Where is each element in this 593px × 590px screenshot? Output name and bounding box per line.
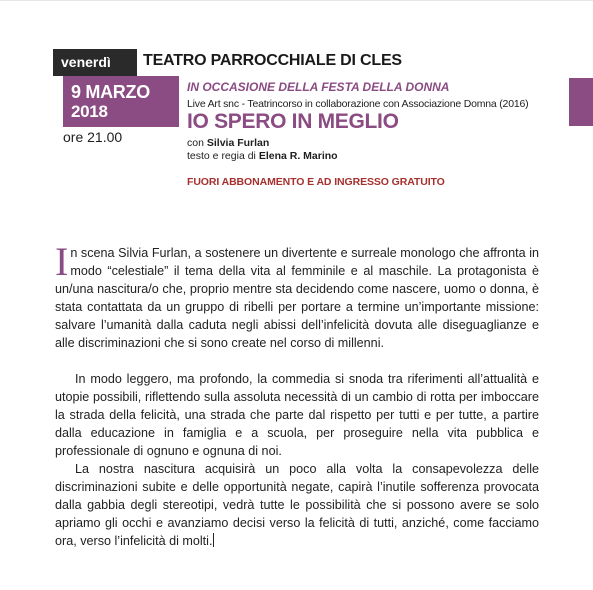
show-title: IO SPERO IN MEGLIO (187, 110, 399, 133)
date-box (63, 76, 179, 127)
side-accent-tab (569, 78, 593, 126)
venue-heading: TEATRO PARROCCHIALE DI CLES (143, 52, 402, 69)
cast-credit-name: Silvia Furlan (206, 137, 270, 149)
company-line: Live Art snc - Teatrincorso in collaborazione con Associazione Domna (2016) (187, 98, 529, 110)
date-year: 2018 (71, 102, 108, 121)
paragraph-1-text: n scena Silvia Furlan, a sostenere un divertente e surreale monologo che affronta in modo “celestiale” il tema della vita al femminile e al maschile. La protagonista è un/una nascitura/o che, proprio mentre sta decidendo come nascere, uomo o donna, è stata contattata da un gruppo di ribelli per portare a termine un’importante missione: salvare l’umanità dalla caduta negli abissi dell’infelicità dovuta alle diseguaglianze e alle discriminazioni che si sono create nel corso di millenni. (55, 246, 539, 350)
director-credit-prefix: testo e regia di (187, 150, 256, 162)
drop-cap: I (55, 239, 69, 284)
director-credit (187, 150, 338, 162)
paragraph-3-text: La nostra nascitura acquisirà un poco alla volta la consapevolezza delle discriminazioni subite e delle opportunità negate, capirà l’inutile sofferenza provocata dalla gabbia degli stereotipi, vedrà tutte le possibilità che si possono avere se solo apriamo gli occhi e avanziamo decisi verso la felicità di tutti, anziché, come facciamo ora, verso l’infelicità di molti. (55, 462, 539, 548)
article-paragraph: In modo leggero, ma profondo, la commedia si snoda tra riferimenti all’attualità e utopie possibili, riflettendo sulla assoluta necessità di un cambio di rotta per imboccare la strada della felicità, una strada che parte dal rispetto per tutti e per tutte, a partire dalla educazione in famiglia e a scuola, per proseguire nella vita pubblica e professionale di ognuno e ognuna di noi. (55, 372, 539, 458)
date-day-month: 9 MARZO (71, 82, 150, 102)
article-paragraph (55, 239, 539, 352)
article-paragraph (55, 460, 539, 550)
text-cursor (213, 533, 214, 547)
cast-credit (187, 137, 269, 149)
day-label: venerdì (53, 49, 137, 76)
show-time: ore 21.00 (63, 129, 123, 145)
article-body (55, 239, 539, 550)
top-divider (0, 0, 593, 1)
admission-notice: FUORI ABBONAMENTO E AD INGRESSO GRATUITO (187, 176, 445, 188)
director-credit-name: Elena R. Marino (258, 150, 338, 162)
cast-credit-prefix: con (187, 137, 204, 149)
occasion-line: IN OCCASIONE DELLA FESTA DELLA DONNA (187, 80, 450, 94)
